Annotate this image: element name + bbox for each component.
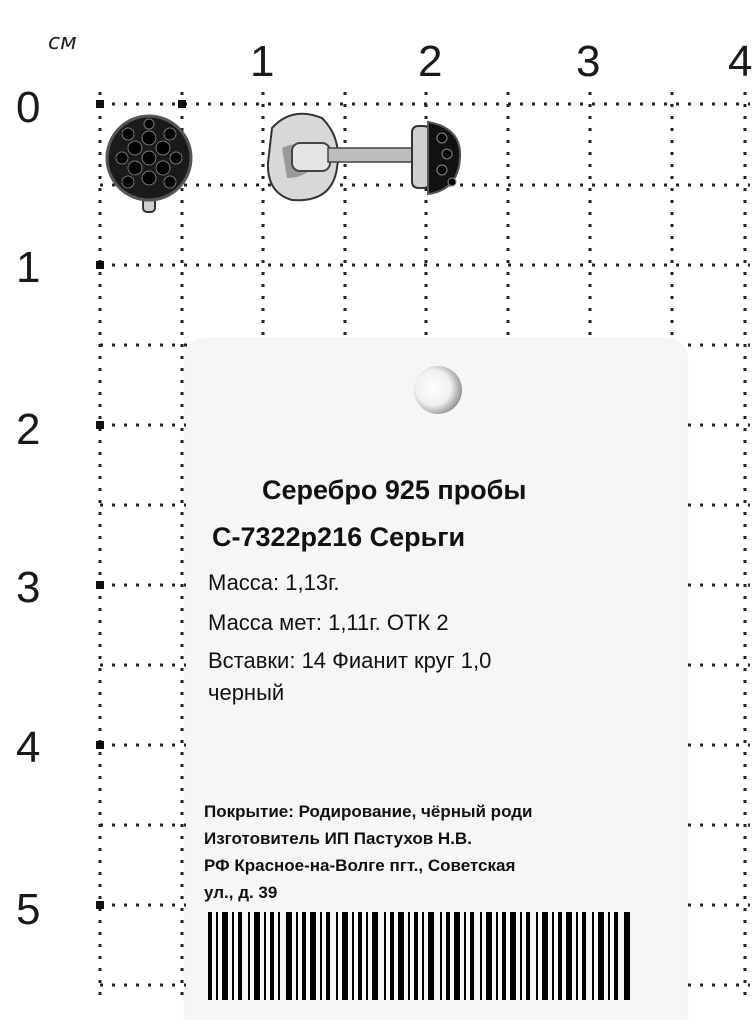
barcode — [208, 912, 632, 1000]
label-coating: Покрытие: Родирование, чёрный роди — [204, 802, 533, 821]
label-address: РФ Красное-на-Волге пгт., Советская — [204, 856, 516, 875]
label-article: С-7322р216 Серьги — [212, 522, 466, 552]
y-tick-3: 3 — [16, 563, 41, 612]
label-metal-weight: Масса мет: 1,11г. ОТК 2 — [208, 610, 449, 635]
tag-hole — [414, 366, 462, 414]
label-manufacturer: Изготовитель ИП Пастухов Н.В. — [204, 829, 472, 848]
earring-front — [100, 110, 210, 230]
x-tick-3: 3 — [576, 37, 601, 86]
label-address-house: ул., д. 39 — [204, 883, 278, 902]
unit-label: см — [48, 30, 77, 55]
y-tick-5: 5 — [16, 885, 41, 934]
y-tick-2: 2 — [16, 405, 41, 454]
label-weight: Масса: 1,13г. — [208, 570, 340, 595]
y-tick-4: 4 — [16, 723, 41, 772]
x-tick-1: 1 — [250, 37, 275, 86]
label-color: черный — [208, 680, 285, 705]
y-tick-0: 0 — [16, 83, 41, 132]
x-tick-4: 4 — [728, 37, 752, 86]
label-metal: Серебро 925 пробы — [262, 475, 527, 505]
y-tick-1: 1 — [16, 243, 41, 292]
earring-side — [262, 108, 472, 218]
label-inserts: Вставки: 14 Фианит круг 1,0 — [208, 648, 492, 673]
x-tick-2: 2 — [418, 37, 443, 86]
